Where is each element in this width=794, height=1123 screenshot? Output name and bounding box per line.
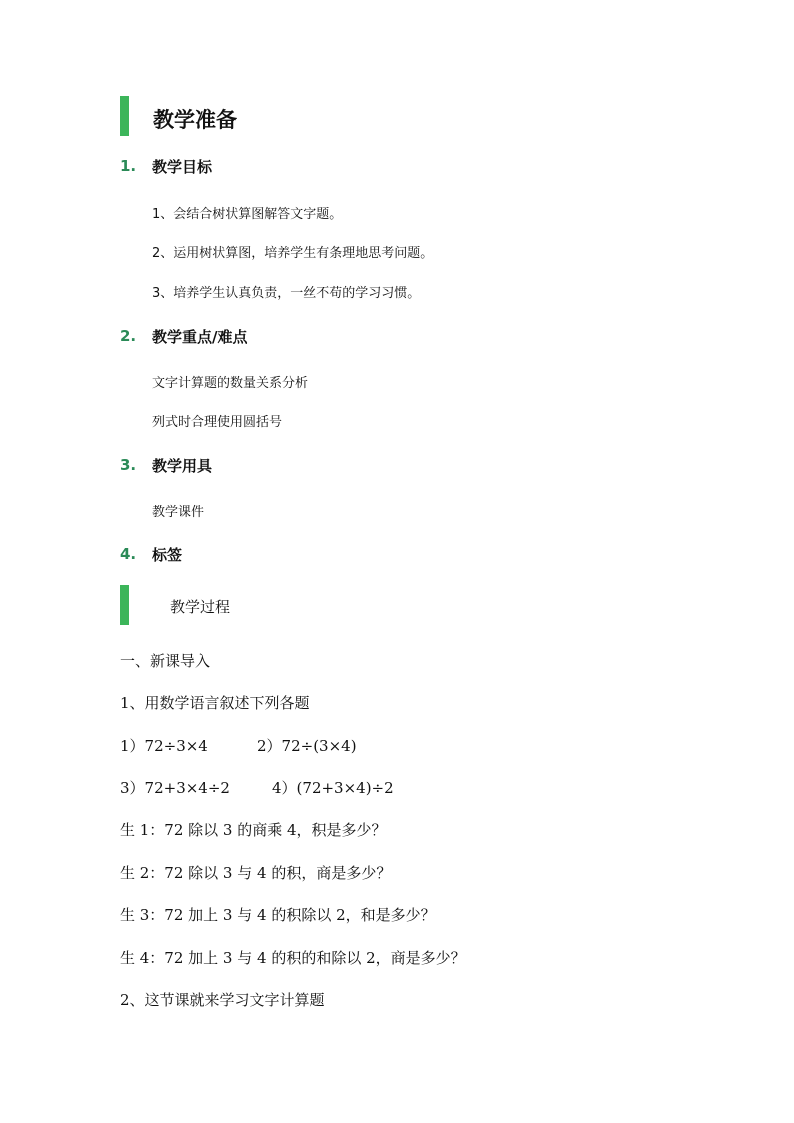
section-title-process: 教学过程 bbox=[170, 598, 231, 616]
student-answer-2: 生 2：72 除以 3 与 4 的积，商是多少？ bbox=[120, 864, 392, 882]
section-heading-goals: 教学目标 bbox=[152, 158, 213, 176]
section-heading-tools: 教学用具 bbox=[152, 457, 213, 475]
section-number-3: 3. bbox=[120, 456, 137, 474]
expression-4: 4）(72+3×4)÷2 bbox=[272, 779, 394, 797]
student-answer-4: 生 4：72 加上 3 与 4 的积的和除以 2，商是多少？ bbox=[120, 949, 466, 967]
goal-item-2: 2、运用树状算图，培养学生有条理地思考问题。 bbox=[152, 246, 434, 261]
section-marker-bar bbox=[120, 96, 129, 136]
section-number-1: 1. bbox=[120, 157, 137, 175]
process-line-task-1: 1、用数学语言叙述下列各题 bbox=[120, 694, 310, 712]
expression-2: 2）72÷(3×4) bbox=[257, 737, 357, 755]
process-line-intro: 一、新课导入 bbox=[120, 652, 211, 670]
tool-item-1: 教学课件 bbox=[152, 505, 205, 520]
section-title-preparation: 教学准备 bbox=[153, 108, 237, 132]
goal-item-1: 1、会结合树状算图解答文字题。 bbox=[152, 207, 343, 222]
goal-item-3: 3、培养学生认真负责，一丝不苟的学习习惯。 bbox=[152, 286, 421, 301]
student-answer-1: 生 1：72 除以 3 的商乘 4，积是多少？ bbox=[120, 821, 387, 839]
section-number-2: 2. bbox=[120, 327, 137, 345]
section-marker-bar bbox=[120, 585, 129, 625]
key-point-item-2: 列式时合理使用圆括号 bbox=[152, 415, 283, 430]
key-point-item-1: 文字计算题的数量关系分析 bbox=[152, 376, 309, 391]
process-line-task-2: 2、这节课就来学习文字计算题 bbox=[120, 991, 325, 1009]
student-answer-3: 生 3：72 加上 3 与 4 的积除以 2，和是多少？ bbox=[120, 906, 436, 924]
expression-1: 1）72÷3×4 bbox=[120, 737, 208, 755]
expression-3: 3）72+3×4÷2 bbox=[120, 779, 230, 797]
section-number-4: 4. bbox=[120, 545, 137, 563]
section-heading-key-points: 教学重点/难点 bbox=[152, 328, 248, 346]
section-heading-tags: 标签 bbox=[152, 546, 183, 564]
